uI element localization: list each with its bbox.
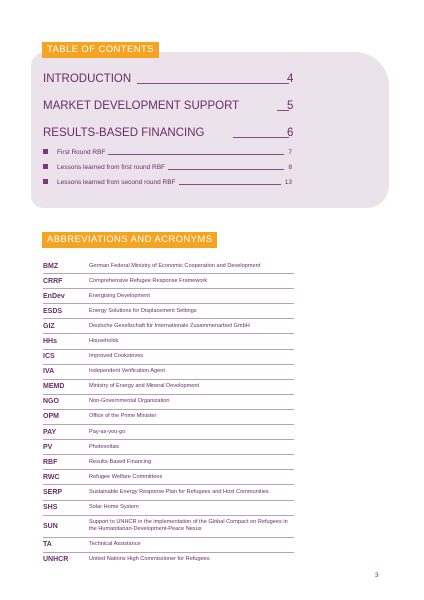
definition: Households bbox=[89, 338, 119, 345]
bullet-square-icon bbox=[43, 149, 48, 154]
table-row bbox=[43, 538, 294, 553]
definition: Independent Verification Agent bbox=[89, 368, 165, 375]
page-number: 3 bbox=[375, 572, 379, 579]
definition: Improved Cookstoves bbox=[89, 353, 144, 360]
abbreviation: RBF bbox=[43, 458, 58, 466]
table-row bbox=[43, 274, 294, 289]
toc-entry-page: 6 bbox=[287, 127, 294, 139]
definition: Non-Governmental Organization bbox=[89, 398, 170, 405]
toc-entry[interactable] bbox=[43, 124, 293, 140]
abbreviation: GIZ bbox=[43, 322, 55, 330]
definition: Office of the Prime Minister bbox=[89, 413, 157, 420]
abbreviation: OPM bbox=[43, 413, 59, 421]
abbreviation: RWC bbox=[43, 473, 60, 481]
toc-subentry-title: Lessons learned from second round RBF bbox=[57, 179, 176, 186]
toc-heading: TABLE OF CONTENTS bbox=[42, 42, 159, 58]
toc-subentry-title: Lessons learned from first round RBF bbox=[57, 164, 166, 171]
abbreviation: PAY bbox=[43, 428, 57, 436]
toc-entry[interactable] bbox=[43, 97, 293, 113]
toc-subentry[interactable] bbox=[43, 176, 292, 187]
toc-subentry[interactable] bbox=[43, 161, 292, 172]
toc-subentry-page: 8 bbox=[288, 164, 292, 171]
abbreviation: BMZ bbox=[43, 262, 59, 270]
definition: United Nations High Commissioner for Refugees bbox=[89, 556, 210, 563]
abbreviations-heading: ABBREVIATIONS AND ACRONYMS bbox=[42, 232, 217, 248]
abbreviation: HHs bbox=[43, 338, 58, 346]
definition: Support to UNHCR in the implementation of the Global Compact on Refugees in the Humanitarian-Development-Peace Nexus bbox=[89, 519, 288, 533]
toc-leader-line bbox=[108, 154, 284, 155]
definition: Deutsche Gesellschaft für Internationale Zusammenarbeit GmbH bbox=[89, 322, 250, 329]
table-row bbox=[43, 304, 294, 319]
definition: Ministry of Energy and Mineral Development bbox=[89, 383, 200, 390]
table-row bbox=[43, 334, 294, 349]
definition: Sustainable Energy Response Plan for Refugees and Host Communities bbox=[89, 488, 269, 495]
table-row bbox=[43, 516, 294, 538]
definition: Solar Home System bbox=[89, 504, 139, 511]
bullet-square-icon bbox=[43, 164, 48, 169]
abbreviation: IVA bbox=[43, 368, 55, 376]
abbreviation: ESDS bbox=[43, 307, 63, 315]
definition: Energy Solutions for Displacement Settings bbox=[89, 307, 197, 314]
toc-subentry-page: 7 bbox=[288, 149, 292, 156]
toc-leader-line bbox=[233, 137, 289, 138]
definition: Comprehensive Refugee Response Framework bbox=[89, 277, 208, 284]
table-row bbox=[43, 350, 294, 365]
toc-entry-title: MARKET DEVELOPMENT SUPPORT bbox=[43, 100, 240, 112]
toc-leader-line bbox=[137, 83, 289, 84]
table-row bbox=[43, 410, 294, 425]
abbreviation: SUN bbox=[43, 522, 58, 530]
toc-entry[interactable] bbox=[43, 70, 293, 86]
definition: German Federal Ministry of Economic Cooperation and Development bbox=[89, 262, 261, 269]
toc-entry-title: RESULTS-BASED FINANCING bbox=[43, 127, 205, 139]
toc-subentry-title: First Round RBF bbox=[57, 149, 106, 156]
definition: Pay-as-you-go bbox=[89, 428, 126, 435]
definition: Technical Assistance bbox=[89, 541, 141, 548]
toc-entry-page: 5 bbox=[287, 100, 294, 112]
table-row bbox=[43, 365, 294, 380]
table-row bbox=[43, 470, 294, 485]
abbreviation: SHS bbox=[43, 504, 58, 512]
toc-leader-line bbox=[179, 184, 281, 185]
table-row bbox=[43, 425, 294, 440]
abbreviation: EnDev bbox=[43, 292, 65, 300]
toc-subentry-page: 13 bbox=[284, 179, 292, 186]
abbreviation: TA bbox=[43, 541, 52, 549]
table-row bbox=[43, 395, 294, 410]
definition: Refugee Welfare Committees bbox=[89, 473, 163, 480]
abbreviation: PV bbox=[43, 443, 53, 451]
abbreviation: UNHCR bbox=[43, 556, 69, 564]
toc-entry-title: INTRODUCTION bbox=[43, 73, 132, 85]
table-row bbox=[43, 319, 294, 334]
table-row bbox=[43, 380, 294, 395]
table-row bbox=[43, 440, 294, 455]
definition: Results-Based Financing bbox=[89, 458, 152, 465]
abbreviations-table bbox=[43, 259, 294, 567]
definition: Energising Development bbox=[89, 292, 150, 299]
table-row bbox=[43, 485, 294, 500]
abbreviation: SERP bbox=[43, 488, 63, 496]
toc-entry-page: 4 bbox=[287, 73, 294, 85]
definition: Photovoltaic bbox=[89, 443, 120, 450]
toc-leader-line bbox=[168, 169, 284, 170]
table-row bbox=[43, 289, 294, 304]
abbreviation: ICS bbox=[43, 353, 55, 361]
bullet-square-icon bbox=[43, 179, 48, 184]
table-row bbox=[43, 455, 294, 470]
abbreviation: MEMD bbox=[43, 383, 65, 391]
abbreviation: NGO bbox=[43, 398, 59, 406]
table-row bbox=[43, 501, 294, 516]
abbreviation: CRRF bbox=[43, 277, 63, 285]
toc-subentry[interactable] bbox=[43, 146, 292, 157]
table-row bbox=[43, 553, 294, 567]
table-row bbox=[43, 259, 294, 274]
